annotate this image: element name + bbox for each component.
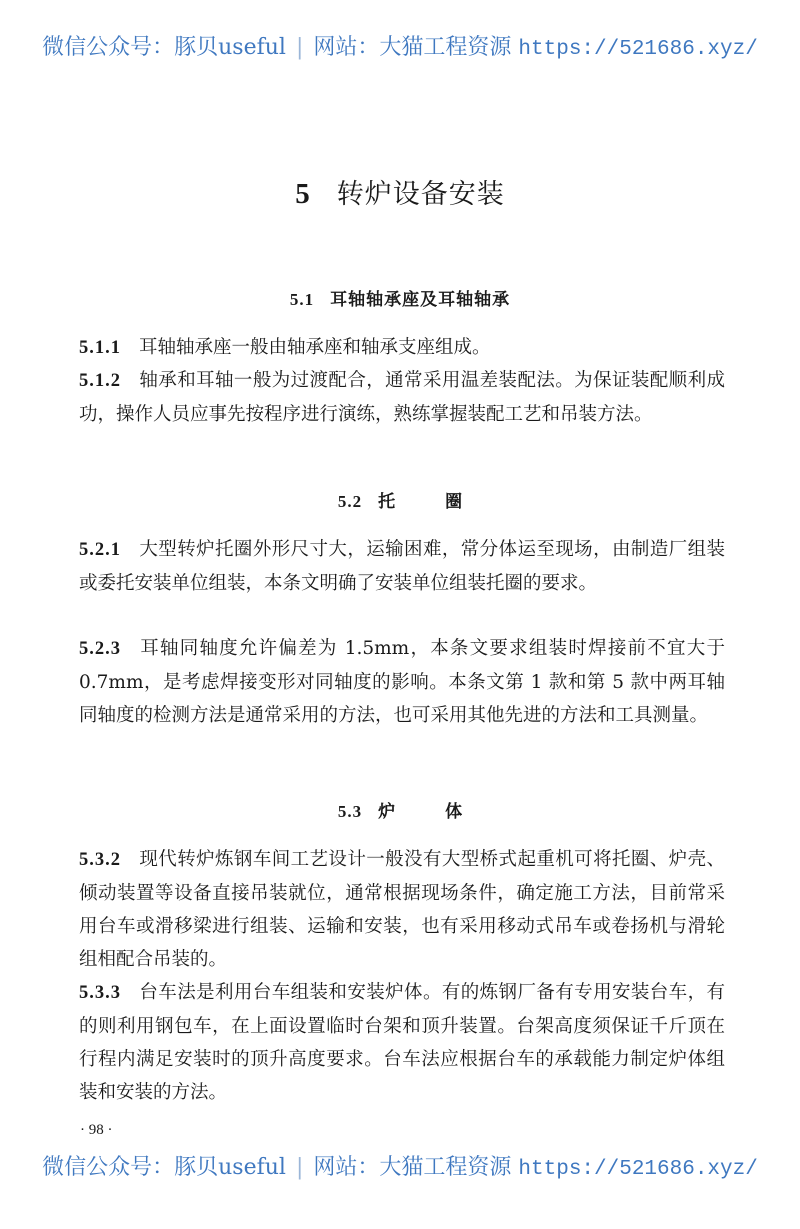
section-heading-5-3 xyxy=(0,797,800,822)
section-number: 5.2 xyxy=(337,492,363,511)
section-heading-5-2 xyxy=(0,487,800,512)
section-heading-5-1 xyxy=(0,285,800,310)
watermark-bottom xyxy=(0,1150,800,1181)
page-number: · 98 · xyxy=(80,1122,113,1138)
clause-number: 5.2.3 xyxy=(79,639,121,659)
chapter-title-text: 转炉设备安装 xyxy=(336,179,505,210)
clause-5-3-2 xyxy=(79,843,725,976)
watermark-separator: | xyxy=(295,1155,304,1180)
clause-text: 现代转炉炼钢车间工艺设计一般没有大型桥式起重机可将托圈、炉壳、倾动装置等设备直接吊装就位，通常根据现场条件，确定施工方法，目前常采用台车或滑移梁进行组装、运输和安装，也有采用移动式吊车或卷扬机与滑轮组相配合吊装的。 xyxy=(79,849,725,970)
section-title-text: 托圈 xyxy=(378,492,513,512)
section-title-text: 耳轴轴承座及耳轴轴承 xyxy=(330,290,511,310)
clause-5-2-1 xyxy=(79,533,725,600)
chapter-number: 5 xyxy=(295,178,311,210)
watermark-wechat-label: 微信公众号：豚贝useful xyxy=(42,35,286,60)
watermark-url[interactable]: https://521686.xyz/ xyxy=(518,1158,758,1181)
clause-5-1-1 xyxy=(79,331,725,365)
clause-5-1-2 xyxy=(79,364,725,431)
clause-text: 耳轴同轴度允许偏差为 1.5mm，本条文要求组装时焊接前不宜大于 0.7mm，是考虑焊接变形对同轴度的影响。本条文第 1 款和第 5 款中两耳轴同轴度的检测方法是通常采用的方法，也可采用其他先进的方法和工具测量。 xyxy=(79,638,725,726)
watermark-wechat-label: 微信公众号：豚贝useful xyxy=(42,1155,286,1180)
watermark-site-label: 网站：大猫工程资源 xyxy=(313,35,512,60)
clause-number: 5.1.1 xyxy=(79,338,121,358)
clause-5-2-3 xyxy=(79,632,725,732)
clause-text: 轴承和耳轴一般为过渡配合，通常采用温差装配法。为保证装配顺利成功，操作人员应事先按程序进行演练，熟练掌握装配工艺和吊装方法。 xyxy=(79,370,725,425)
clause-5-3-3 xyxy=(79,976,725,1109)
section-number: 5.1 xyxy=(289,290,315,309)
section-title-text: 炉体 xyxy=(378,802,513,822)
clause-number: 5.3.2 xyxy=(79,850,121,870)
clause-number: 5.1.2 xyxy=(79,371,121,391)
clause-text: 大型转炉托圈外形尺寸大，运输困难，常分体运至现场，由制造厂组装或委托安装单位组装，本条文明确了安装单位组装托圈的要求。 xyxy=(79,539,725,594)
watermark-url[interactable]: https://521686.xyz/ xyxy=(518,38,758,61)
section-number: 5.3 xyxy=(337,802,363,821)
clause-number: 5.2.1 xyxy=(79,540,121,560)
watermark-site-label: 网站：大猫工程资源 xyxy=(313,1155,512,1180)
watermark-separator: | xyxy=(295,35,304,60)
chapter-title xyxy=(0,172,800,211)
watermark-top xyxy=(0,30,800,61)
clause-text: 耳轴轴承座一般由轴承座和轴承支座组成。 xyxy=(139,337,491,358)
clause-text: 台车法是利用台车组装和安装炉体。有的炼钢厂备有专用安装台车，有的则利用钢包车，在上面设置临时台架和顶升装置。台架高度须保证千斤顶在行程内满足安装时的顶升高度要求。台车法应根据台车的承载能力制定炉体组装和安装的方法。 xyxy=(79,982,725,1103)
clause-number: 5.3.3 xyxy=(79,983,121,1003)
